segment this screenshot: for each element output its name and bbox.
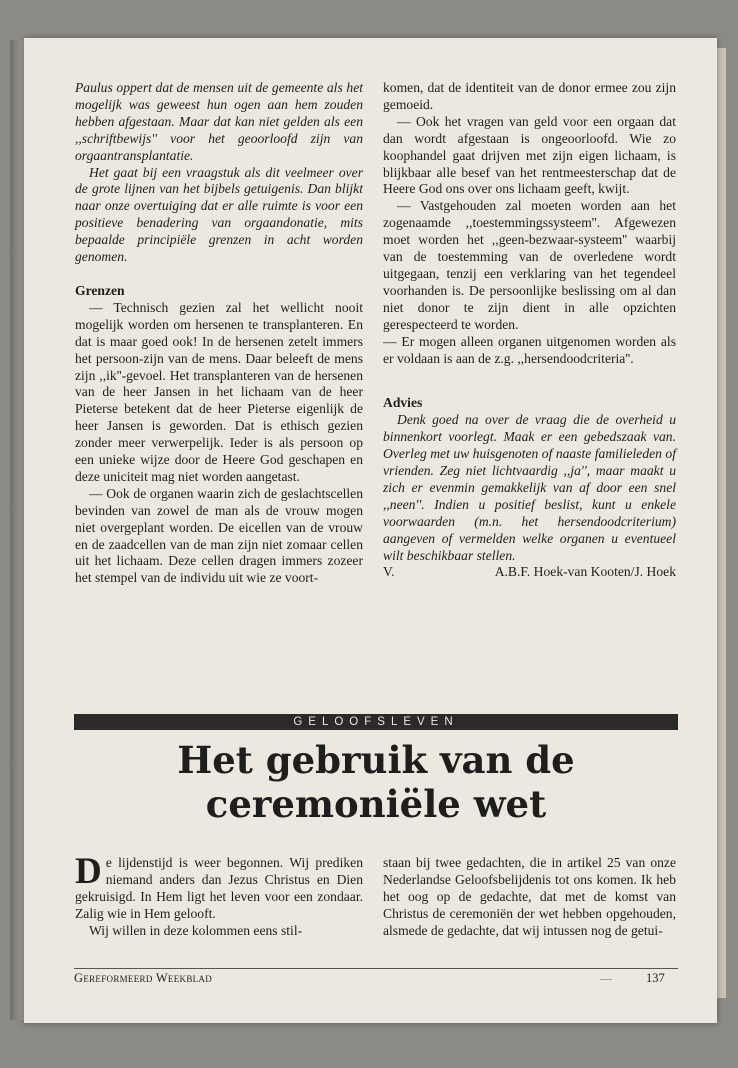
left-paragraph-4: — Ook de organen waarin zich de geslachtscellen bevinden van zowel de man als de vrouw mogen niet overgeplant worden. De eicellen van de vrouw en de zaadcellen van de man zijn niet zomaar cellen uit het lichaam. Deze cellen dragen immers zozeer het stempel van de individu uit wie ze voort- [75, 485, 363, 586]
article-right-column [383, 855, 676, 940]
publication-name: Gereformeerd Weekblad [74, 971, 213, 985]
left-paragraph-3: — Technisch gezien zal het wellicht nooit mogelijk worden om hersenen te transplanteren. En dat is maar goed ook! In de hersenen zetelt immers het persoon-zijn van de mens. Daar beleeft de mens zijn ,,ik''-gevoel. Het transplanteren van de hersenen van de heer Jansen in het lichaam van de heer Pieterse betekent dat de heer Pieterse eigenlijk de heer Jansen is geworden. Dat is ethisch gezien zonder meer verwerpelijk. Ieder is als persoon op een unieke wijze door de Heere God geschapen en deze uniciteit mag niet worden aangetast. [75, 299, 363, 484]
article-left-paragraph-2: Wij willen in deze kolommen eens stil- [89, 922, 303, 938]
advice-paragraph: Denk goed na over de vraag die de overheid u binnenkort voorlegt. Maak er een gebedszaak van. Overleg met uw huisgenoten of naaste familieleden of vrienden. Zeg niet lichtvaardig ,,ja'', maar maakt u zich er evenmin gemakkelijk van af door een snel ,,neen''. Indien u positief beslist, kunt u enkele voorwaarden (m.n. het hersendoodcriterium) aangeven of vermelden welke organen u eventueel wilt beschikbaar stellen. [383, 412, 676, 563]
article-opening-paragraph [75, 851, 363, 923]
right-paragraph-3: — Vastgehouden zal moeten worden aan het zogenaamde ,,toestemmingssysteem''. Afgewezen moet worden het ,,geen-bezwaar-systeem'' waarbij van de toestemming van de overledene wordt uitgegaan, tenzij een verklaring van het tegendeel voorhanden is. De persoonlijke beslissing om al dan niet donor te zijn dient in alle opzichten gerespecteerd te worden. [383, 198, 676, 332]
drop-cap: D [75, 851, 102, 892]
article-opening-text: e lijdenstijd is weer begonnen. Wij prediken niemand anders dan Jezus Christus en Dien gekruisigd. In Hem ligt het leven voor een zondaar. Zalig wie in Hem gelooft. [75, 855, 363, 921]
right-paragraph-4: — Er mogen alleen organen uitgenomen worden als er voldaan is aan de z.g. ,,hersendoodcriteria''. [383, 333, 676, 366]
signature-authors: A.B.F. Hoek-van Kooten/J. Hoek [494, 564, 676, 580]
left-intro-paragraph-2: Het gaat bij een vraagstuk als dit veelmeer over de grote lijnen van het bijbels getuigenis. Dan blijkt naar onze overtuiging dat er alle ruimte is voor een positieve benadering van orgaandonatie, mits bepaalde principiële grenzen in acht worden genomen. [75, 164, 363, 265]
left-intro-paragraph-1: Paulus oppert dat de mensen uit de gemeente als het mogelijk was geweest hun ogen aan hem zouden hebben afgestaan. Maar dat kan niet gelden als een ,,schriftbewijs'' voor het geoorloofd zijn van orgaantransplantatie. [75, 80, 363, 163]
right-column [383, 80, 676, 581]
footer-rule [74, 968, 678, 969]
article-right-paragraph: staan bij twee gedachten, die in artikel 25 van onze Nederlandse Geloofsbelijdenis tot ons komen. Ik heb het oog op de gedachte, dat met de komst van Christus de ceremoniën der wet hebben opgehouden, alsmede de gedachte, dat wij intussen nog de getui- [383, 855, 676, 938]
section-heading-grenzen: Grenzen [75, 282, 125, 298]
page-number: 137 [646, 971, 665, 985]
section-banner: GELOOFSLEVEN [74, 714, 678, 730]
article-left-column [75, 851, 363, 940]
right-paragraph-2: — Ook het vragen van geld voor een orgaan dat dan wordt afgestaan is ongeoorloofd. Wie zo koophandel gaat drijven met zijn eigen lichaam, is blijkbaar alle besef van het rentmeesterschap dat de Heere God ons over ons lichaam geeft, kwijt. [383, 113, 676, 197]
signature-initial: V. [383, 564, 395, 580]
signature-line [383, 564, 676, 581]
article-title [74, 738, 678, 826]
section-heading-advies: Advies [383, 395, 423, 411]
left-column [75, 80, 363, 587]
article-title-line-1: Het gebruik van de [177, 738, 575, 782]
article-title-line-2: ceremoniële wet [205, 782, 547, 826]
footer-dash: — [600, 971, 612, 985]
right-paragraph-1: komen, dat de identiteit van de donor ermee zou zijn gemoeid. [383, 80, 676, 112]
